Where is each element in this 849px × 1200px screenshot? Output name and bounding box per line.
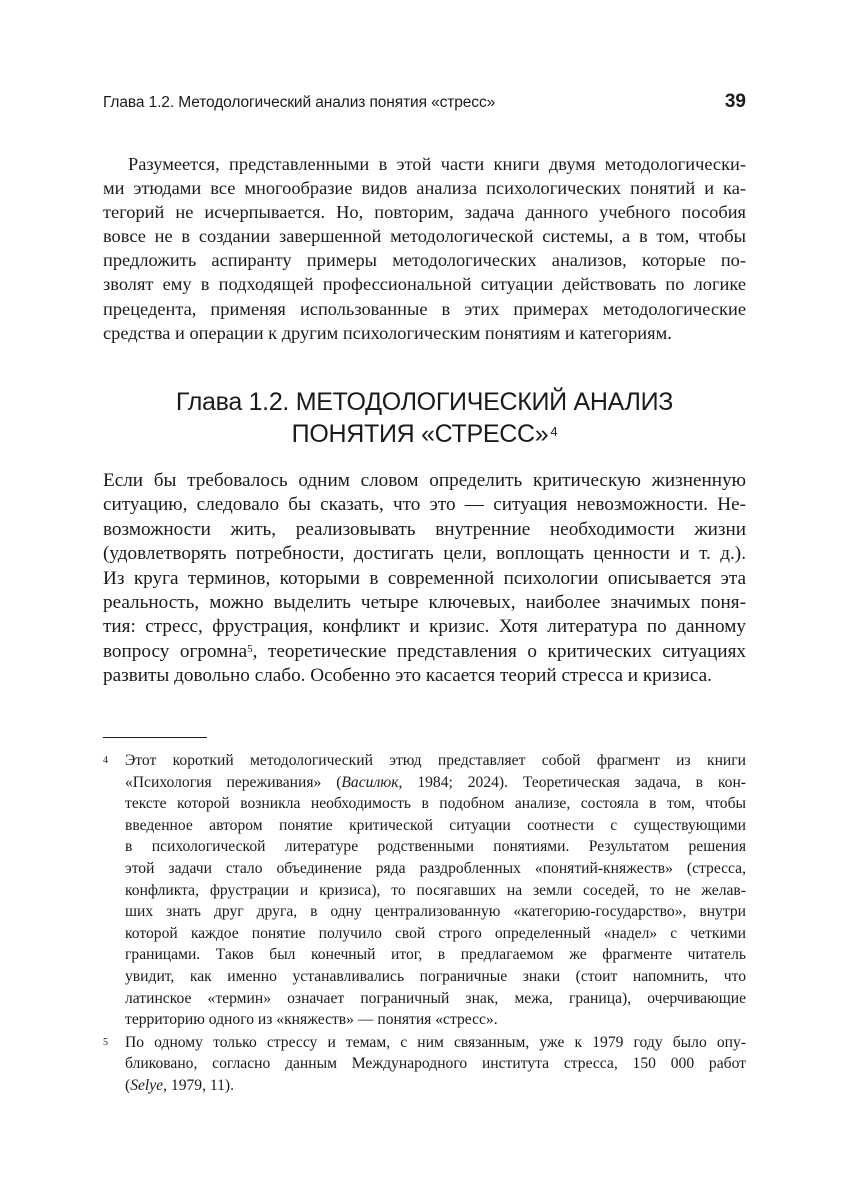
text-line: тегорий не исчерпывается. Но, повторим, задача данного учебного пособия <box>103 202 746 223</box>
footnotes <box>103 750 746 1098</box>
footnote-line: конфликта, фрустрации и кризиса), то посягавших на земли соседей, то не желав- <box>125 881 746 899</box>
footnote-divider <box>103 737 207 738</box>
footnote-marker-5[interactable]: 5 <box>247 642 253 655</box>
running-title: Глава 1.2. Методологический анализ понятия «стресс» <box>103 94 496 111</box>
text-line: средства и операции к другим психологическим понятиям и категориям. <box>103 322 672 343</box>
author-name: Василюк <box>341 773 399 791</box>
footnote-line: введенное автором понятие критической ситуации соотнести с существующими <box>125 816 746 834</box>
section-paragraph <box>103 469 746 689</box>
text-line: Разумеется, представленными в этой части книги двумя методологически- <box>128 154 746 174</box>
text-segment: , 1984; 2024). Теоретическая задача, в кон- <box>398 773 746 791</box>
chapter-heading-text: ПОНЯТИЯ «СТРЕСС» <box>291 420 549 448</box>
footnote-number: 5 <box>103 1036 108 1048</box>
text-line: ми этюдами все многообразие видов анализа психологических понятий и ка- <box>103 178 746 199</box>
text-line: прецедента, применяя использованные в этих примерах методологические <box>103 298 746 319</box>
footnote-line <box>125 772 746 794</box>
page-number: 39 <box>724 91 746 112</box>
text-line: развиты довольно слабо. Особенно это касается теорий стресса и кризиса. <box>103 665 712 687</box>
footnote-line: увидит, как именно устанавливались пограничные знаки (стоит напомнить, что <box>125 967 746 985</box>
footnote-line: бликовано, согласно данным Международного института стресса, 150 000 работ <box>125 1055 746 1073</box>
footnote-line: этой задачи стало объединение ряда раздробленных «понятий-княжеств» (стресса, <box>125 859 746 877</box>
text-line: тия: стресс, фрустрация, конфликт и кризис. Хотя литература по данному <box>103 616 746 638</box>
text-segment: ( <box>125 1076 131 1094</box>
footnote-line: которой каждое понятие получило свой строго определенный «надел» с четкими <box>125 924 746 942</box>
footnote-line: По одному только стрессу и темам, с ним связанным, уже к 1979 году было опу- <box>125 1033 746 1051</box>
footnote-line: в психологической литературе родственными понятиями. Результатом решения <box>125 838 746 856</box>
text-line: предложить аспиранту примеры методологических анализов, которые по- <box>103 250 746 271</box>
text-line <box>103 640 746 664</box>
text-line: Если бы требовалось одним словом определить критическую жизненную <box>103 470 746 491</box>
footnote-number: 4 <box>103 755 108 766</box>
text-line: зволят ему в подходящей профессиональной ситуации действовать по логике <box>103 274 746 295</box>
chapter-heading-line1: Глава 1.2. МЕТОДОЛОГИЧЕСКИЙ АНАЛИЗ <box>175 388 674 416</box>
chapter-heading <box>103 386 746 450</box>
footnote-line: тексте которой возникла необходимость в подобном анализе, состояла в том, чтобы <box>125 795 746 813</box>
footnote-5 <box>103 1032 746 1097</box>
footnote-line: территорию одного из «княжеств» — понятия «стресс». <box>125 1011 498 1029</box>
text-line: вовсе не в создании завершенной методологической системы, а в том, чтобы <box>103 226 746 247</box>
text-line: Из круга терминов, которыми в современной психологии описывается эта <box>103 567 746 589</box>
text-segment: вопросу огромна <box>103 640 248 662</box>
footnote-line <box>125 1075 746 1097</box>
footnote-4 <box>103 750 746 1031</box>
footnote-line: латинское «термин» означает пограничный знак, межа, граница), очерчивающие <box>125 989 746 1007</box>
text-segment: «Психология переживания» ( <box>125 773 342 791</box>
text-segment: , теоретические представления о критических ситуациях <box>252 640 746 662</box>
intro-paragraph <box>103 152 746 345</box>
footnote-line: границами. Таков был конечный итог, в предлагаемом же фрагменте читатель <box>125 946 746 964</box>
footnote-line: ших знать друг друга, в одну централизованную «категорию-государство», внутри <box>125 903 746 921</box>
footnote-line: Этот короткий методологический этюд представляет собой фрагмент из книги <box>125 752 746 769</box>
text-segment: , 1979, 11). <box>163 1076 234 1094</box>
author-name: Selye <box>130 1076 164 1094</box>
chapter-heading-line2 <box>103 418 746 450</box>
text-line: (удовлетворять потребности, достигать цели, воплощать ценности и т. д.). <box>103 543 746 565</box>
running-header <box>103 91 746 117</box>
text-line: реальность, можно выделить четыре ключевых, наиболее значимых поня- <box>103 592 746 614</box>
text-line: возможности жить, реализовывать внутренние необходимости жизни <box>103 518 746 540</box>
footnote-marker-4[interactable]: 4 <box>550 424 558 439</box>
text-line: ситуацию, следовало бы сказать, что это — ситуация невозможности. Не- <box>103 494 746 516</box>
